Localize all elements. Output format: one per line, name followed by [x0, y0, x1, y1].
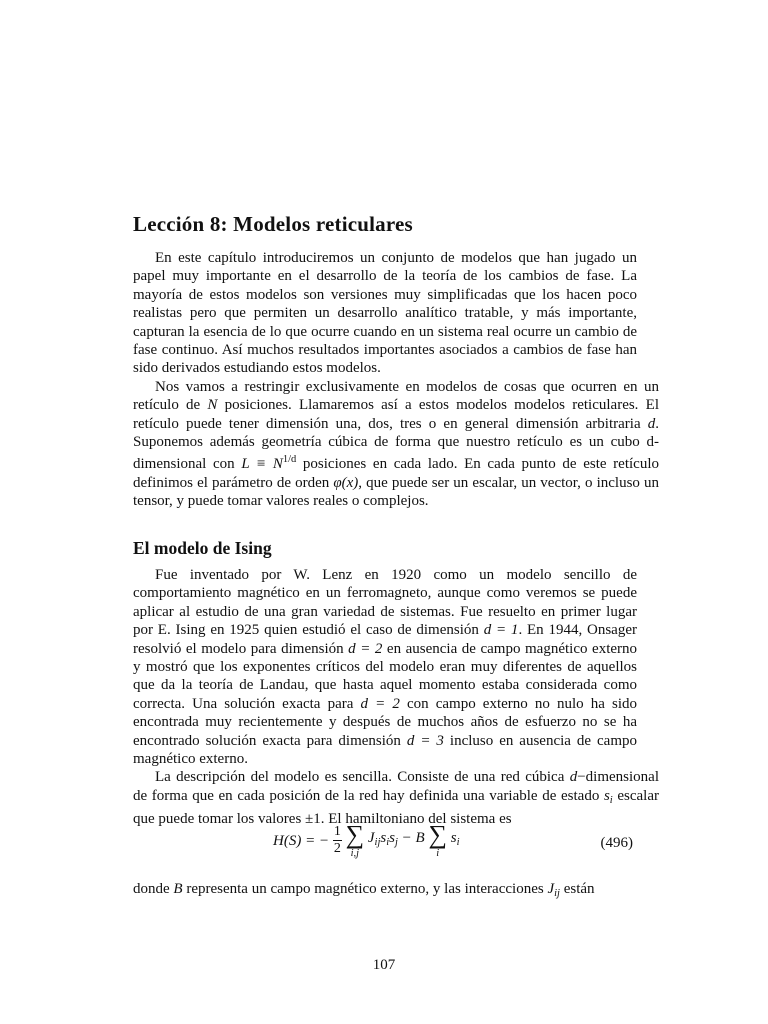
text-run: con campo externo no nulo ha sido encontrada muy recientemente y después de muchos años de esfuerzo no se ha encontrado solución exacta para dimensión — [133, 695, 638, 749]
after-equation-text — [133, 880, 653, 903]
math-s: s — [389, 830, 395, 846]
text-run: escalar que puede tomar los valores ±1. El hamiltoniano del sistema es — [133, 787, 659, 828]
text-run: están — [559, 881, 595, 897]
math-exponent: 1/d — [282, 454, 297, 466]
chapter-title: Lección 8: Modelos reticulares — [133, 212, 413, 236]
math-d: d — [647, 415, 656, 432]
ising-text — [133, 566, 659, 829]
text-run: Nos vamos a restringir exclusivamente en modelos de cosas que ocurren en un retículo de — [133, 378, 659, 414]
text-run: incluso en ausencia de campo magnético externo. — [133, 732, 638, 768]
equation-formula — [273, 822, 460, 868]
math-phi: φ(x) — [333, 474, 359, 491]
math-d4: d = 3 — [406, 732, 444, 749]
ising-paragraph-2 — [133, 768, 659, 828]
text-run: representa un campo magnético externo, y las interacciones — [182, 881, 548, 897]
sum-symbol: ∑ — [428, 820, 448, 849]
math-L: L ≡ N — [241, 456, 283, 473]
intro-text — [133, 249, 659, 511]
text-run: en ausencia de campo magnético externo y mostró que los exponentes críticos del modelo eran muy diferentes de aquellos que da la teoría de Landau, que hasta aquel momento estaba considerada como correcta. Una solución exacta para — [133, 640, 638, 712]
field-term — [451, 828, 460, 853]
after-equation-paragraph — [133, 880, 653, 903]
math-d2: d = 2 — [348, 640, 383, 657]
equation-lhs-text: H(S) = − — [273, 832, 330, 849]
math-s: s — [603, 787, 610, 804]
text-run: . Suponemos además geometría cúbica de forma que nuestro retículo es un cubo d-dimensional con — [133, 415, 659, 473]
math-d3: d = 2 — [360, 695, 400, 712]
math-N: N — [207, 397, 218, 414]
math-J: J — [367, 830, 375, 846]
math-subscript: ij — [374, 837, 381, 848]
math-subscript: i — [386, 837, 390, 848]
equation-number: (496) — [600, 835, 633, 851]
text-run: posiciones. Llamaremos así a estos modelos modelos reticulares. El retículo puede tener dimensión una, dos, tres o en general dimensión arbitraria — [133, 397, 659, 432]
hamiltonian-equation — [133, 822, 637, 868]
interaction-term — [368, 828, 425, 853]
math-s: s — [380, 830, 387, 846]
math-d: d — [569, 769, 578, 786]
sum-ij — [346, 822, 365, 859]
text-run: . En 1944, Onsager resolvió el modelo para dimensión — [133, 622, 637, 657]
math-minus-B: − B — [397, 830, 425, 846]
math-subscript: j — [395, 837, 398, 848]
fraction-numerator: 1 — [333, 824, 341, 839]
section-title: El modelo de Ising — [133, 538, 272, 558]
math-s: s — [450, 830, 457, 846]
intro-paragraph-1: En este capítulo introduciremos un conjunto de modelos que han jugado un papel muy importante en el desarrollo de la teoría de los cambios de fase. La mayoría de estos modelos son versiones muy simplificadas que los hacen poco realistas pero que permiten un desarrollo analítico tratable, y más importante, capturan la esencia de lo que ocurre cuando en un sistema real ocurre un cambio de fase continuo. Así muchos resultados importantes asociados a cambios de fase han sido derivados estudiando estos modelos. — [133, 250, 637, 377]
equation-lhs — [273, 831, 329, 851]
text-run: donde — [133, 881, 174, 897]
text-run: Fue inventado por W. Lenz en 1920 como un modelo sencillo de comportamiento magnético en un ferromagneto, aunque como veremos se puede aplicar al estudio de una gran variedad de sistemas. Fue resuelto en primer lugar por E. Ising en 1925 quien estudió el caso de dimensión — [133, 567, 637, 639]
fraction-one-half — [333, 824, 342, 857]
text-run: posiciones en cada lado. En cada punto de este retículo definimos el parámetro de orden — [133, 456, 659, 491]
math-J: J — [547, 881, 555, 897]
text-run: La descripción del modelo es sencilla. Consiste de una red cúbica — [155, 769, 570, 786]
math-d1: d = 1 — [483, 622, 519, 639]
intro-paragraph-2 — [133, 378, 659, 511]
sum-limits: i — [436, 848, 440, 859]
math-subscript: ij — [554, 888, 560, 899]
math-subscript: i — [609, 794, 613, 806]
sum-i — [428, 822, 447, 859]
math-subscript: i — [456, 837, 460, 848]
sum-limits: i,j — [350, 848, 360, 859]
ising-paragraph-1 — [133, 566, 637, 768]
page-number: 107 — [372, 957, 396, 973]
sum-symbol: ∑ — [345, 820, 365, 849]
math-B: B — [173, 881, 183, 897]
text-run: , que puede ser un escalar, un vector, o incluso un tensor, y puede tomar valores reales o complejos. — [133, 474, 659, 510]
text-run: −dimensional de forma que en cada posición de la red hay definida una variable de estado — [133, 769, 659, 804]
fraction-denominator: 2 — [333, 841, 341, 856]
